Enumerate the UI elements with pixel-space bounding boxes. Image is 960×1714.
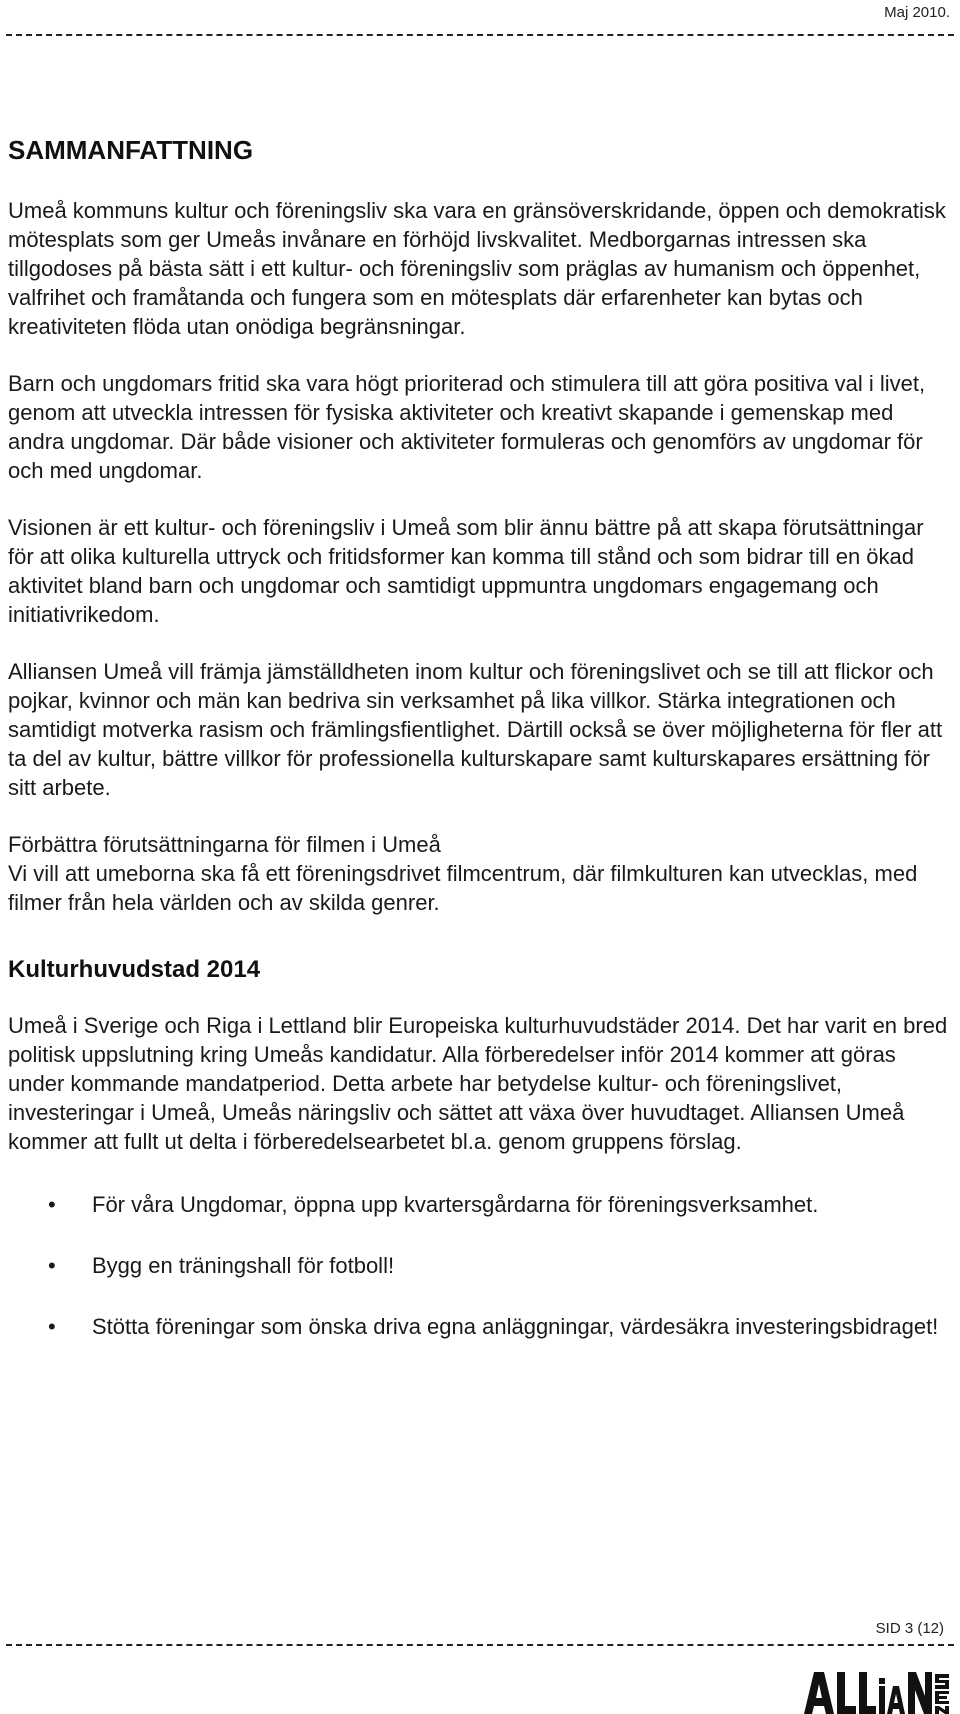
bullet-icon: • xyxy=(48,1253,56,1278)
list-item-text: För våra Ungdomar, öppna upp kvartersgårdarna för föreningsverksamhet. xyxy=(92,1192,819,1217)
page-number: SID 3 (12) xyxy=(875,1620,944,1637)
header-divider xyxy=(6,34,954,36)
document-body xyxy=(8,134,952,1373)
film-heading: Förbättra förutsättningarna för filmen i Umeå xyxy=(8,832,441,857)
culture-capital-paragraph: Umeå i Sverige och Riga i Lettland blir Europeiska kulturhuvudstäder 2014. Det har varit en bred politisk uppslutning kring Umeås kandidatur. Alla förberedelser inför 2014 kommer att göras under kommande mandatperiod. Detta arbete har betydelse kultur- och föreningslivet, investeringar i Umeå, Umeås näringsliv och sättet att växa över huvudtaget. Alliansen Umeå kommer att fullt ut delta i förberedelsearbetet bl.a. genom gruppens förslag. xyxy=(8,1013,948,1154)
alliansen-logo xyxy=(804,1672,952,1714)
bullet-icon: • xyxy=(48,1192,56,1217)
list-item xyxy=(8,1312,952,1341)
list-item xyxy=(8,1251,952,1280)
film-text: Vi vill att umeborna ska få ett föreningsdrivet filmcentrum, där filmkulturen kan utvecklas, med filmer från hela världen och av skilda genrer. xyxy=(8,861,918,915)
summary-paragraph-2: Barn och ungdomars fritid ska vara högt prioriterad och stimulera till att göra positiva val i livet, genom att utveckla intressen för fysiska aktiviteter och kreativt skapande i gemenskap med andra ungdomar. Där både visioner och aktiviteter formuleras och genomförs av ungdomar för och med ungdomar. xyxy=(8,371,926,483)
summary-title: SAMMANFATTNING xyxy=(8,135,254,165)
summary-paragraph-4: Alliansen Umeå vill främja jämställdheten inom kultur och föreningslivet och se till att flickor och pojkar, kvinnor och män kan bedriva sin verksamhet på lika villkor. Stärka integrationen och samtidigt motverka rasism och främlingsfientlighet. Därtill också se över möjligheterna för fler att ta del av kultur, bättre villkor för professionella kulturskapare samt kulturskapares ersättning för sitt arbete. xyxy=(8,659,943,800)
proposal-list xyxy=(8,1190,952,1341)
header-date: Maj 2010. xyxy=(884,4,950,21)
footer-divider xyxy=(6,1644,954,1646)
list-item-text: Stötta föreningar som önska driva egna anläggningar, värdesäkra investeringsbidraget! xyxy=(92,1314,939,1339)
culture-capital-title: Kulturhuvudstad 2014 xyxy=(8,956,261,983)
summary-paragraph-1: Umeå kommuns kultur och föreningsliv ska vara en gränsöverskridande, öppen och demokratisk mötesplats som ger Umeås invånare en förhöjd livskvalitet. Medborgarnas intressen ska tillgodoses på bästa sätt i ett kultur- och föreningsliv som präglas av humanism och öppenhet, valfrihet och framåtanda och fungera som en mötesplats där erfarenheter kan bytas och kreativiteten flöda utan onödiga begränsningar. xyxy=(8,198,946,339)
bullet-icon: • xyxy=(48,1314,56,1339)
summary-paragraph-3: Visionen är ett kultur- och föreningsliv i Umeå som blir ännu bättre på att skapa förutsättningar för att olika kulturella uttryck och fritidsformer kan komma till stånd och som bidrar till en ökad aktivitet bland barn och ungdomar och samtidigt uppmuntra ungdomars engagemang och initiativrikedom. xyxy=(8,515,924,627)
list-item-text: Bygg en träningshall för fotboll! xyxy=(92,1253,395,1278)
film-section xyxy=(8,830,952,917)
list-item xyxy=(8,1190,952,1219)
